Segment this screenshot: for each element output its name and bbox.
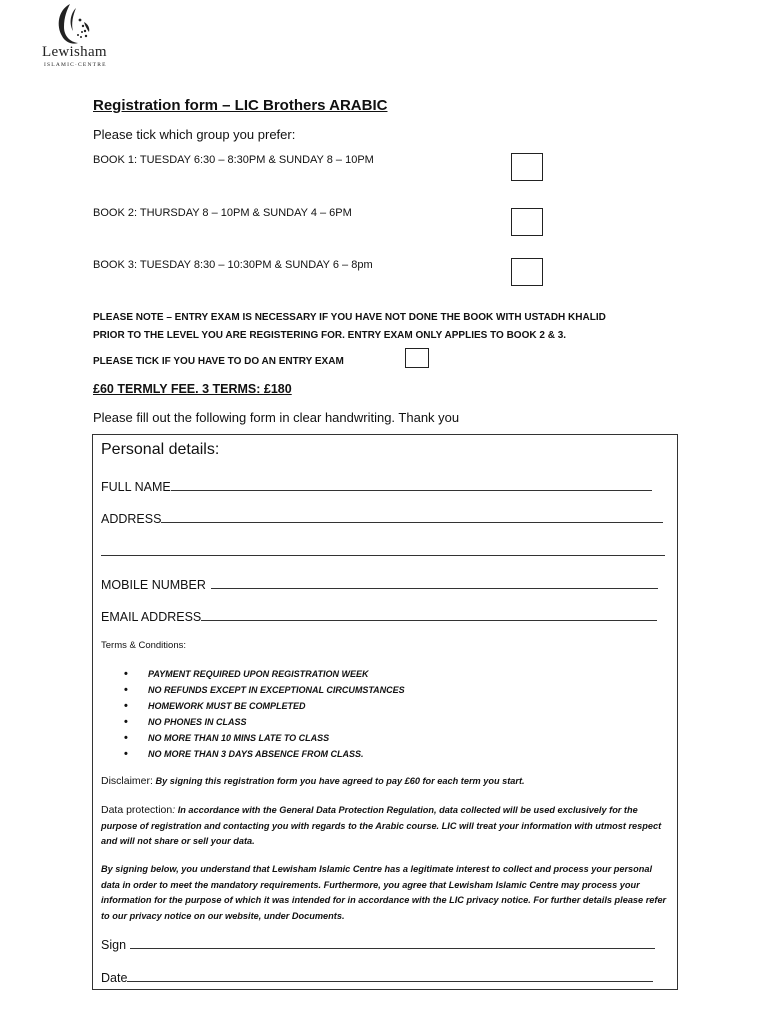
date-label: Date xyxy=(101,971,128,985)
disclaimer xyxy=(101,774,671,790)
terms-list xyxy=(118,666,405,762)
sign-line[interactable] xyxy=(130,936,655,949)
data-protection-colon: : xyxy=(172,804,176,816)
address-label: ADDRESS xyxy=(101,512,162,526)
data-protection-label: Data protection xyxy=(101,804,173,816)
address-line[interactable] xyxy=(161,510,663,523)
book2-checkbox[interactable] xyxy=(511,208,543,236)
personal-details-heading: Personal details: xyxy=(101,441,220,458)
entry-exam-note-line1: PLEASE NOTE – ENTRY EXAM IS NECESSARY IF YOU HAVE NOT DONE THE BOOK WITH USTADH KHALID xyxy=(93,312,606,323)
form-title: Registration form – LIC Brothers ARABIC xyxy=(93,97,388,114)
logo-subtitle: ISLAMIC·CENTRE xyxy=(44,62,107,68)
email-address-label: EMAIL ADDRESS xyxy=(101,610,202,624)
group-option-book2: BOOK 2: THURSDAY 8 – 10PM & SUNDAY 4 – 6PM xyxy=(93,207,352,219)
mobile-number-label: MOBILE NUMBER xyxy=(101,578,206,592)
date-line[interactable] xyxy=(127,969,653,982)
disclaimer-label: Disclaimer: xyxy=(101,775,153,787)
sign-label: Sign xyxy=(101,938,127,952)
email-address-field[interactable] xyxy=(101,608,657,624)
group-option-book1: BOOK 1: TUESDAY 6:30 – 8:30PM & SUNDAY 8 – 10PM xyxy=(93,154,374,166)
entry-exam-checkbox[interactable] xyxy=(405,348,429,368)
entry-exam-note-line2: PRIOR TO THE LEVEL YOU ARE REGISTERING FOR. ENTRY EXAM ONLY APPLIES TO BOOK 2 & 3. xyxy=(93,330,567,341)
terms-item: • NO MORE THAN 10 MINS LATE TO CLASS xyxy=(118,730,405,746)
mobile-number-line[interactable] xyxy=(211,576,658,589)
terms-item: • HOMEWORK MUST BE COMPLETED xyxy=(118,698,405,714)
logo-name: Lewisham xyxy=(42,44,107,60)
consent-text: By signing below, you understand that Lewisham Islamic Centre has a legitimate interest to collect and process your personal data in order to meet the mandatory requirements. Furthermore, you agree that Lewisham Islamic Centre may process your information for the purpose of which it was intended for in accordance with the LIC privacy notice. For further details please refer to our privacy notice on our website, under Documents. xyxy=(101,864,667,921)
group-option-book3: BOOK 3: TUESDAY 8:30 – 10:30PM & SUNDAY 6 – 8pm xyxy=(93,259,373,271)
fee-text: £60 TERMLY FEE. 3 TERMS: £180 xyxy=(93,382,292,396)
terms-item: • NO REFUNDS EXCEPT IN EXCEPTIONAL CIRCUMSTANCES xyxy=(118,682,405,698)
address-line-2-field[interactable] xyxy=(101,543,665,559)
disclaimer-text: By signing this registration form you have agreed to pay £60 for each term you start. xyxy=(155,776,525,786)
email-address-line[interactable] xyxy=(201,608,657,621)
fill-instruction: Please fill out the following form in clear handwriting. Thank you xyxy=(93,410,460,425)
tick-prompt: Please tick which group you prefer: xyxy=(93,127,296,142)
consent-statement xyxy=(101,862,671,924)
date-field[interactable] xyxy=(101,969,653,985)
full-name-line[interactable] xyxy=(171,478,652,491)
terms-item: • PAYMENT REQUIRED UPON REGISTRATION WEEK xyxy=(118,666,405,682)
data-protection-text: In accordance with the General Data Protection Regulation, data collected will be used exclusively for the purpose of registration and contacting you with regards to the Arabic course. LIC will treat your information with utmost respect and will not share or sell your data. xyxy=(101,805,662,846)
address-line-2[interactable] xyxy=(101,543,665,556)
address-field[interactable] xyxy=(101,510,663,526)
sign-field[interactable] xyxy=(101,936,655,952)
terms-item: • NO PHONES IN CLASS xyxy=(118,714,405,730)
terms-item: • NO MORE THAN 3 DAYS ABSENCE FROM CLASS. xyxy=(118,746,405,762)
book3-checkbox[interactable] xyxy=(511,258,543,286)
terms-heading: Terms & Conditions: xyxy=(101,640,187,651)
data-protection xyxy=(101,803,671,850)
mobile-number-field[interactable] xyxy=(101,576,658,592)
book1-checkbox[interactable] xyxy=(511,153,543,181)
full-name-field[interactable] xyxy=(101,478,652,494)
full-name-label: FULL NAME xyxy=(101,480,171,494)
entry-exam-prompt: PLEASE TICK IF YOU HAVE TO DO AN ENTRY EXAM xyxy=(93,356,344,367)
